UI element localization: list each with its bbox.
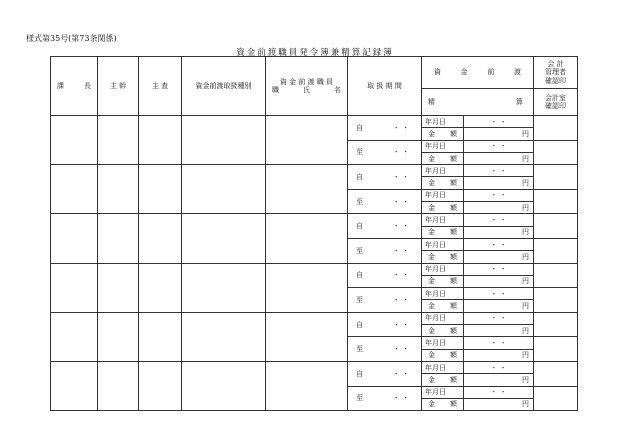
entry-subrow-1 [51,361,578,373]
yen-label: 円 [522,375,529,384]
cell-shusa[interactable] [139,165,182,214]
to-date-dots: ・ ・ [392,394,409,403]
cell-shubetsu[interactable] [182,214,266,263]
from-date-dots: ・ ・ [392,369,409,378]
cell-settle-date-label: 年月日 [422,337,464,349]
settle-amount-label-a: 金 [428,302,435,311]
cell-amount-label [422,325,464,337]
settle-amount-label-a: 金 [428,203,435,212]
amount-label-b: 額 [450,129,457,138]
cell-kacho[interactable] [51,263,98,312]
from-label: 自 [356,271,363,280]
amount-label-a: 金 [428,129,435,138]
cell-kacho[interactable] [51,361,98,410]
date-dots: ・ ・ [490,314,507,323]
cell-settle-amount-label [422,349,464,361]
cell-amount-value[interactable] [464,325,534,337]
settle-amount-label-a: 金 [428,400,435,409]
cell-date-value[interactable] [464,165,534,177]
cell-shimei[interactable] [266,116,348,165]
cell-period-to[interactable] [348,238,422,263]
amount-label-b: 額 [450,375,457,384]
cell-amount-label [422,177,464,189]
entry-subrow-1 [51,165,578,177]
header-shimei-mei: 名 [334,86,341,94]
cell-period-to[interactable] [348,337,422,362]
date-dots: ・ ・ [490,265,507,274]
header-shusa: 主 査 [139,57,182,116]
cell-shubetsu[interactable] [182,165,266,214]
from-date-dots: ・ ・ [392,271,409,280]
cell-shubetsu[interactable] [182,263,266,312]
cell-shukan[interactable] [98,361,139,410]
cell-period-from[interactable] [348,361,422,386]
cell-kaikeishitsu-stamp[interactable] [534,288,578,313]
settle-amount-label-b: 額 [450,302,457,311]
to-date-dots: ・ ・ [392,345,409,354]
settle-amount-label-b: 額 [450,154,457,163]
settle-amount-label-b: 額 [450,351,457,360]
to-label: 至 [356,295,363,304]
cell-kacho[interactable] [51,116,98,165]
cell-period-from[interactable] [348,116,422,141]
amount-label-b: 額 [450,179,457,188]
header-kikan: 取 扱 期 間 [348,57,422,116]
header-shimei-line1: 資 金 前 渡 職 員 [279,77,334,86]
settle-date-dots: ・ ・ [490,388,507,397]
cell-kaikeishitsu-stamp[interactable] [534,386,578,411]
header-kaikei-3: 確認印 [545,76,566,85]
from-label: 自 [356,222,363,231]
cell-kacho[interactable] [51,165,98,214]
yen-label: 円 [522,179,529,188]
cell-settle-amount-label [422,251,464,263]
settle-date-dots: ・ ・ [490,142,507,151]
settle-amount-label-a: 金 [428,252,435,261]
cell-period-from[interactable] [348,312,422,337]
from-date-dots: ・ ・ [392,123,409,132]
cell-settle-amount-label [422,300,464,312]
cell-period-from[interactable] [348,263,422,288]
settle-date-dots: ・ ・ [490,240,507,249]
cell-settle-amount-label [422,398,464,410]
settle-date-dots: ・ ・ [490,191,507,200]
cell-kaikei-stamp[interactable] [534,263,578,288]
cell-settle-date-label: 年月日 [422,386,464,398]
yen-label: 円 [522,228,529,237]
cell-shusa[interactable] [139,361,182,410]
cell-amount-value[interactable] [464,226,534,238]
cell-shimei[interactable] [266,312,348,361]
header-maewatashi-a: 資 [434,68,441,77]
date-dots: ・ ・ [490,363,507,372]
cell-kaikeishitsu-stamp[interactable] [534,189,578,214]
cell-settle-amount-value[interactable] [464,202,534,214]
cell-shusa[interactable] [139,116,182,165]
header-maewatashi-d: 渡 [513,68,521,77]
cell-settle-date-value[interactable] [464,189,534,201]
cell-shimei[interactable] [266,165,348,214]
settle-amount-label-a: 金 [428,154,435,163]
cell-shukan[interactable] [98,116,139,165]
header-shimei [266,57,348,116]
cell-period-from[interactable] [348,165,422,190]
from-label: 自 [356,172,363,181]
cell-shusa[interactable] [139,312,182,361]
settle-date-dots: ・ ・ [490,289,507,298]
from-date-dots: ・ ・ [392,320,409,329]
header-shimei-shi: 氏 [303,86,310,94]
header-kacho [51,57,98,116]
page-title: 資金前渡職員発令簿兼精算記録簿 [236,48,394,58]
cell-kaikei-stamp[interactable] [534,116,578,141]
cell-settle-amount-value[interactable] [464,398,534,410]
cell-shukan[interactable] [98,263,139,312]
from-label: 自 [356,123,363,132]
cell-date-label: 年月日 [422,214,464,226]
cell-date-value[interactable] [464,263,534,275]
cell-amount-label [422,128,464,140]
cell-kaikei-stamp[interactable] [534,361,578,386]
cell-kaikeishitsu-stamp[interactable] [534,140,578,165]
cell-period-from[interactable] [348,214,422,239]
settle-yen-label: 円 [522,351,529,360]
to-label: 至 [356,148,363,157]
settle-yen-label: 円 [522,302,529,311]
cell-date-value[interactable] [464,116,534,128]
cell-settle-date-value[interactable] [464,386,534,398]
cell-settle-date-label: 年月日 [422,288,464,300]
cell-settle-date-value[interactable] [464,140,534,152]
header-maewatashi-c: 前 [487,68,495,77]
cell-shimei[interactable] [266,214,348,263]
cell-date-value[interactable] [464,361,534,373]
date-dots: ・ ・ [490,216,507,224]
cell-settle-amount-value[interactable] [464,300,534,312]
cell-date-label: 年月日 [422,312,464,324]
header-kaikei-1: 会 計 [547,60,564,69]
header-kacho-b: 長 [84,81,91,90]
cell-amount-label [422,374,464,386]
cell-shubetsu[interactable] [182,116,266,165]
cell-settle-amount-label [422,202,464,214]
cell-kaikei-stamp[interactable] [534,312,578,337]
cell-date-value[interactable] [464,312,534,324]
cell-amount-value[interactable] [464,275,534,287]
header-kaikei [534,57,578,89]
entry-subrow-1 [51,263,578,275]
cell-period-to[interactable] [348,288,422,313]
cell-settle-date-label: 年月日 [422,140,464,152]
cell-settle-amount-value[interactable] [464,251,534,263]
amount-label-b: 額 [450,228,457,237]
header-maewatashi [422,57,534,89]
cell-date-label: 年月日 [422,361,464,373]
header-maewatashi-b: 金 [460,68,468,77]
header-shubetsu: 資金前渡取扱種別 [182,57,266,116]
cell-kacho[interactable] [51,312,98,361]
settle-yen-label: 円 [522,154,529,163]
cell-amount-label [422,275,464,287]
header-seisan [422,89,534,116]
cell-shukan[interactable] [98,214,139,263]
cell-kaikei-stamp[interactable] [534,165,578,190]
cell-kaikeishitsu-stamp[interactable] [534,337,578,362]
from-date-dots: ・ ・ [392,172,409,181]
cell-kaikeishitsu-stamp[interactable] [534,238,578,263]
cell-settle-date-value[interactable] [464,288,534,300]
cell-shimei[interactable] [266,263,348,312]
cell-settle-date-label: 年月日 [422,189,464,201]
settle-yen-label: 円 [522,252,529,261]
yen-label: 円 [522,326,529,335]
cell-shukan[interactable] [98,312,139,361]
ledger-table [50,56,578,411]
yen-label: 円 [522,277,529,286]
from-label: 自 [356,369,363,378]
amount-label-a: 金 [428,326,435,335]
settle-amount-label-a: 金 [428,351,435,360]
header-seisan-b: 算 [516,97,523,106]
cell-shukan[interactable] [98,165,139,214]
to-date-dots: ・ ・ [392,295,409,304]
cell-date-value[interactable] [464,214,534,226]
amount-label-a: 金 [428,277,435,286]
to-date-dots: ・ ・ [392,148,409,157]
header-row-1 [51,57,578,89]
entry-subrow-1 [51,214,578,226]
to-date-dots: ・ ・ [392,197,409,206]
date-dots: ・ ・ [490,117,507,126]
cell-amount-value[interactable] [464,128,534,140]
settle-amount-label-b: 額 [450,400,457,409]
header-kaikeishitsu-2: 確認印 [545,102,566,110]
header-kaikei-2: 管理者 [545,68,566,77]
to-label: 至 [356,345,363,354]
cell-shusa[interactable] [139,263,182,312]
cell-amount-value[interactable] [464,374,534,386]
cell-settle-date-label: 年月日 [422,238,464,250]
cell-settle-date-value[interactable] [464,337,534,349]
cell-date-label: 年月日 [422,116,464,128]
cell-shubetsu[interactable] [182,312,266,361]
header-shimei-shoku: 職 [272,86,279,94]
cell-settle-date-value[interactable] [464,238,534,250]
date-dots: ・ ・ [490,166,507,175]
settle-date-dots: ・ ・ [490,338,507,347]
to-label: 至 [356,394,363,403]
entry-subrow-1 [51,116,578,128]
cell-period-to[interactable] [348,386,422,411]
cell-amount-value[interactable] [464,177,534,189]
cell-date-label: 年月日 [422,263,464,275]
to-label: 至 [356,246,363,255]
cell-settle-amount-value[interactable] [464,152,534,164]
cell-kacho[interactable] [51,214,98,263]
to-label: 至 [356,197,363,206]
amount-label-a: 金 [428,228,435,237]
amount-label-a: 金 [428,375,435,384]
cell-period-to[interactable] [348,189,422,214]
form-code: 様式第35号(第73条関係) [26,34,117,43]
header-kaikeishitsu-1: 会計室 [545,93,566,102]
entry-subrow-1 [51,312,578,324]
settle-amount-label-b: 額 [450,252,457,261]
header-shukan: 主 幹 [98,57,139,116]
cell-amount-label [422,226,464,238]
header-kaikeishitsu [534,89,578,116]
from-label: 自 [356,320,363,329]
to-date-dots: ・ ・ [392,246,409,255]
settle-yen-label: 円 [522,203,529,212]
cell-kaikei-stamp[interactable] [534,214,578,239]
settle-yen-label: 円 [522,400,529,409]
header-shimei-line2 [266,86,347,94]
header-kacho-a: 課 [57,81,64,90]
amount-label-a: 金 [428,179,435,188]
settle-amount-label-b: 額 [450,203,457,212]
amount-label-b: 額 [450,326,457,335]
from-date-dots: ・ ・ [392,222,409,231]
cell-shimei[interactable] [266,361,348,410]
cell-settle-amount-value[interactable] [464,349,534,361]
header-seisan-a: 精 [428,97,435,106]
cell-shubetsu[interactable] [182,361,266,410]
cell-shusa[interactable] [139,214,182,263]
cell-settle-amount-label [422,152,464,164]
yen-label: 円 [522,129,529,138]
cell-period-to[interactable] [348,140,422,165]
cell-date-label: 年月日 [422,165,464,177]
amount-label-b: 額 [450,277,457,286]
